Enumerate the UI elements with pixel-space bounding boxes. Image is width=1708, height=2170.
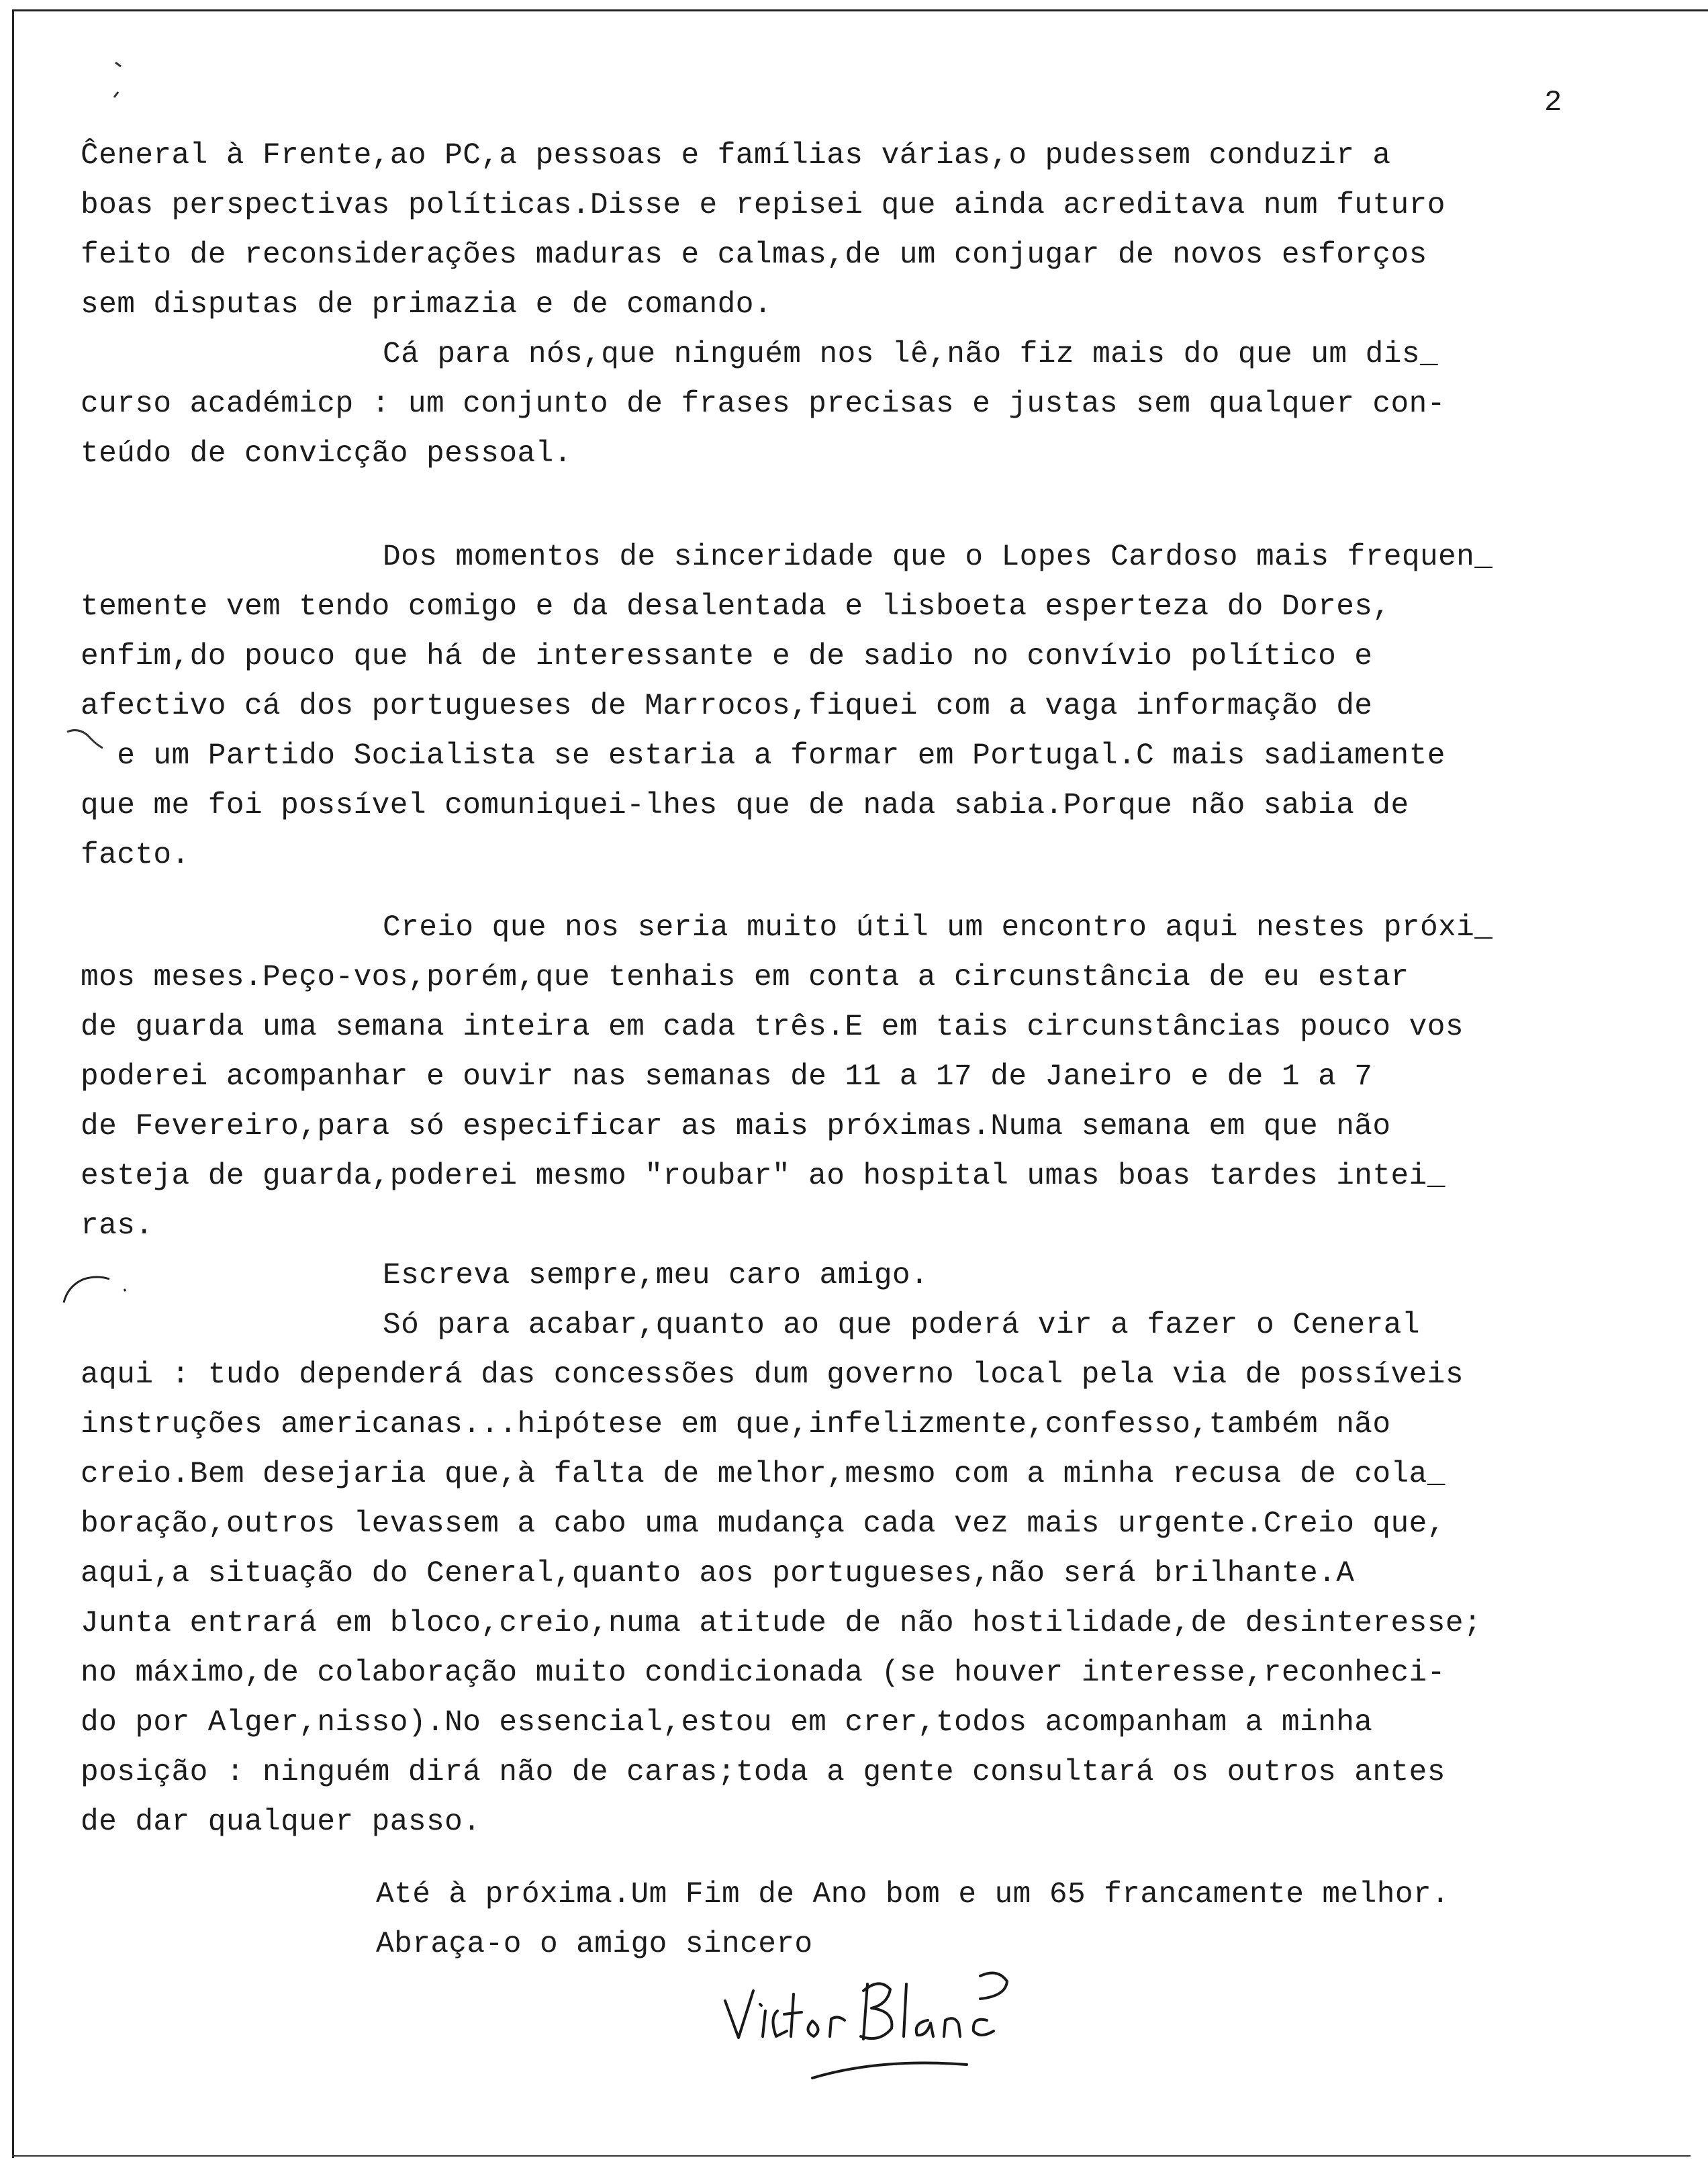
text-line: Junta entrará em bloco,creio,numa atitude de não hostilidade,de desinteresse; xyxy=(81,1607,1482,1640)
page-edge-bottom xyxy=(12,2155,1691,2157)
text-line: instruções americanas...hipótese em que,infelizmente,confesso,também não xyxy=(81,1408,1391,1442)
text-line: facto. xyxy=(81,839,190,872)
text-line: afectivo cá dos portugueses de Marrocos,fiquei com a vaga informação de xyxy=(81,690,1373,723)
text-line: aqui : tudo dependerá das concessões dum governo local pela via de possíveis xyxy=(81,1358,1464,1392)
text-line: posição : ninguém dirá não de caras;toda a gente consultará os outros antes xyxy=(81,1756,1445,1789)
text-line: feito de reconsiderações maduras e calmas,de um conjugar de novos esforços xyxy=(81,238,1427,272)
closing-line: Até à próxima.Um Fim de Ano bom e um 65 francamente melhor. xyxy=(376,1878,1450,1912)
text-line: no máximo,de colaboração muito condicionada (se houver interesse,reconheci- xyxy=(81,1656,1445,1690)
text-line: creio.Bem desejaria que,à falta de melhor,mesmo com a minha recusa de cola_ xyxy=(81,1458,1445,1491)
text-line: Só para acabar,quanto ao que poderá vir a fazer o Ceneral xyxy=(383,1309,1420,1342)
handwritten-signature xyxy=(712,1964,1088,2085)
paragraph xyxy=(81,131,1652,330)
text-line: esteja de guarda,poderei mesmo "roubar" ao hospital umas boas tardes intei_ xyxy=(81,1160,1445,1193)
text-line: Cá para nós,que ninguém nos lê,não fiz mais do que um dis_ xyxy=(383,338,1439,371)
text-line: e um Partido Socialista se estaria a formar em Portugal.C mais sadiamente xyxy=(81,739,1445,773)
text-line: do por Alger,nisso).No essencial,estou em crer,todos acompanham a minha xyxy=(81,1706,1373,1740)
text-line: Dos momentos de sinceridade que o Lopes Cardoso mais frequen_ xyxy=(383,540,1493,574)
paragraph-gap xyxy=(81,880,1652,903)
text-line: de guarda uma semana inteira em cada três.E em tais circunstâncias pouco vos xyxy=(81,1010,1464,1044)
paragraph xyxy=(81,532,1652,880)
page-number: 2 xyxy=(1544,86,1562,120)
text-line: Ĉeneral à Frente,ao PC,a pessoas e famílias várias,o pudessem conduzir a xyxy=(81,139,1391,173)
paragraph-gap xyxy=(81,479,1652,532)
text-line: enfim,do pouco que há de interessante e de sadio no convívio político e xyxy=(81,640,1373,673)
text-line: que me foi possível comuniquei-lhes que de nada sabia.Porque não sabia de xyxy=(81,789,1409,822)
text-line: poderei acompanhar e ouvir nas semanas de 11 a 17 de Janeiro e de 1 a 7 xyxy=(81,1060,1373,1094)
closing xyxy=(81,1870,1652,1969)
text-line: temente vem tendo comigo e da desalentada e lisboeta esperteza do Dores, xyxy=(81,590,1391,624)
paragraph xyxy=(81,1251,1652,1301)
letter-body xyxy=(81,131,1652,1969)
text-line: curso académicp : um conjunto de frases precisas e justas sem qualquer con- xyxy=(81,387,1445,421)
text-line: ras. xyxy=(81,1209,154,1243)
text-line: sem disputas de primazia e de comando. xyxy=(81,288,772,322)
text-line: teúdo de convicção pessoal. xyxy=(81,437,572,471)
text-line: boas perspectivas políticas.Disse e repisei que ainda acreditava num futuro xyxy=(81,189,1445,222)
text-line: boração,outros levassem a cabo uma mudança cada vez mais urgente.Creio que, xyxy=(81,1507,1445,1541)
page-edge-top xyxy=(12,9,1708,11)
page-edge-left xyxy=(12,9,14,2158)
paragraph xyxy=(81,330,1652,479)
text-line: Creio que nos seria muito útil um encontro aqui nestes próxi_ xyxy=(383,911,1493,945)
text-line: de Fevereiro,para só especificar as mais próximas.Numa semana em que não xyxy=(81,1110,1391,1143)
text-line: mos meses.Peço-vos,porém,que tenhais em conta a circunstância de eu estar xyxy=(81,961,1409,994)
text-line: aqui,a situação do Ceneral,quanto aos portugueses,não será brilhante.A xyxy=(81,1557,1355,1591)
paragraph-gap xyxy=(81,1847,1652,1870)
closing-line: Abraça-o o amigo sincero xyxy=(376,1928,813,1961)
text-line: Escreva sempre,meu caro amigo. xyxy=(383,1259,929,1292)
paragraph xyxy=(81,903,1652,1251)
paragraph xyxy=(81,1301,1652,1847)
text-line: de dar qualquer passo. xyxy=(81,1805,481,1839)
ink-speck-mark xyxy=(107,57,128,104)
